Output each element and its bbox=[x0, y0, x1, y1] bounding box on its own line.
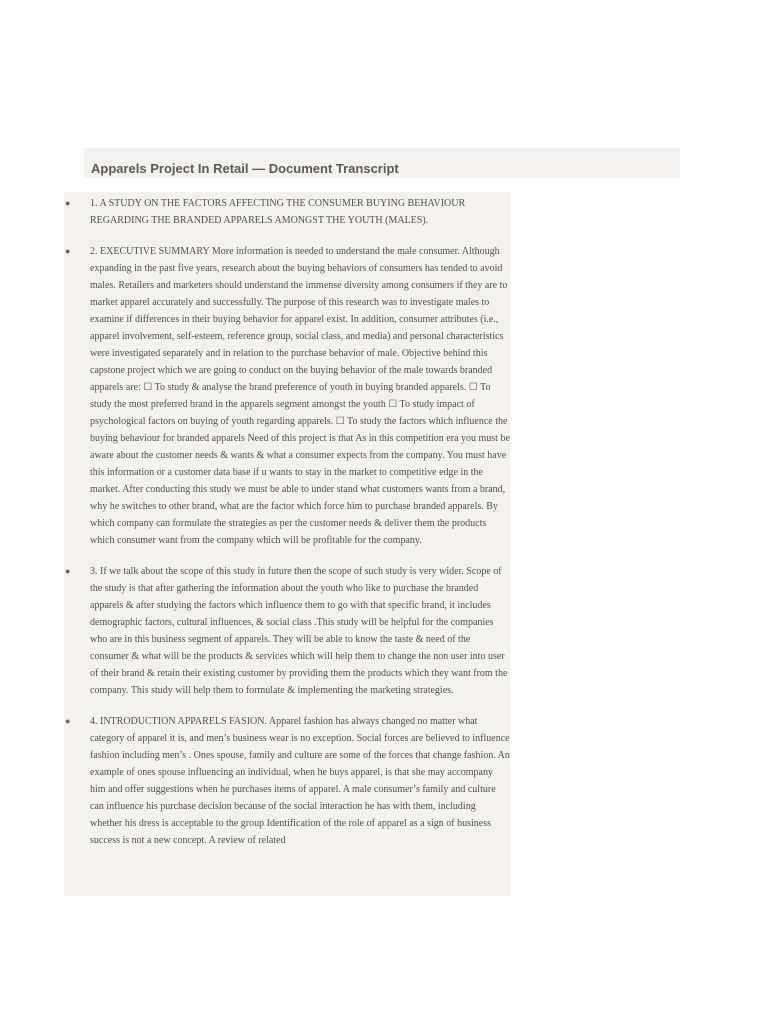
list-item bbox=[0, 243, 510, 549]
document-title: Apparels Project In Retail — Document Transcript bbox=[91, 161, 399, 176]
bullet-icon: ● bbox=[65, 246, 71, 256]
list-item bbox=[0, 195, 510, 229]
title-bar bbox=[84, 148, 680, 178]
list-item-text: 3. If we talk about the scope of this study in future then the scope of such study is very wider. Scope of the study is that after gathering the information about the youth who like to purchase the branded apparels & after studying the factors which influence them to go with that specific brand, it includes demographic factors, cultural influences, & social class .This study will be helpful for the companies who are in this business segment of apparels. They will be able to know the taste & need of the consumer & what will be the products & services which will help them to change the non user into user of their brand & retain their existing customer by providing them the products which they want from the company. This study will help them to formulate & implementing the marketing strategies. bbox=[90, 566, 508, 696]
list-item bbox=[0, 713, 510, 849]
list-item-text: 1. A STUDY ON THE FACTORS AFFECTING THE CONSUMER BUYING BEHAVIOUR REGARDING THE BRANDED APPARELS AMONGST THE YOUTH (MALES). bbox=[90, 198, 466, 226]
list-item-text: 2. EXECUTIVE SUMMARY More information is needed to understand the male consumer. Although expanding in the past five years, research about the buying behaviors of consumers has tended to avoid males. Retailers and marketers should understand the immense diversity among consumers if they are to market apparel accurately and successfully. The purpose of this research was to investigate males to examine if differences in their buying behavior for apparel exist. In addition, consumer attributes (i.e., apparel involvement, self-esteem, reference group, social class, and media) and personal characteristics were investigated separately and in relation to the purchase behavior of male. Objective behind this capstone project which we are going to conduct on the buying behavior of the male towards branded apparels are: ☐ To study & analyse the brand preference of youth in buying branded apparels. ☐ To study the most preferred brand in the apparels segment amongst the youth ☐ To study impact of psychological factors on buying of youth regarding apparels. ☐ To study the factors which influence the buying behaviour for branded apparels Need of this project is that As in this competition era you must be aware about the customer needs & wants & what a consumer expects from the company. You must have this information or a customer data base if u wants to stay in the market to competitive edge in the market. After conducting this study we must be able to under stand what customers wants from a brand, why he switches to other brand, what are the factor which force him to purchase branded apparels. By which company can formulate the strategies as per the customer needs & deliver them the products which consumer want from the company which will be profitable for the company. bbox=[90, 246, 510, 546]
list-item-text: 4. INTRODUCTION APPARELS FASION. Apparel fashion has always changed no matter what category of apparel it is, and men’s business wear is no exception. Social forces are believed to influence fashion including men’s . Ones spouse, family and culture are some of the forces that change fashion. An example of ones spouse influencing an individual, when he buys apparel, is that she may accompany him and offer suggestions when he purchases items of apparel. A male consumer’s family and culture can influence his purchase decision because of the social interaction he has with them, including whether his dress is acceptable to the group Identification of the role of apparel as a sign of business success is not a new concept. A review of related bbox=[90, 716, 510, 846]
transcript-content bbox=[0, 192, 768, 896]
bullet-icon: ● bbox=[65, 198, 71, 208]
bullet-icon: ● bbox=[65, 566, 71, 576]
list-item bbox=[0, 563, 510, 699]
transcript-list bbox=[0, 195, 768, 863]
bullet-icon: ● bbox=[65, 716, 71, 726]
